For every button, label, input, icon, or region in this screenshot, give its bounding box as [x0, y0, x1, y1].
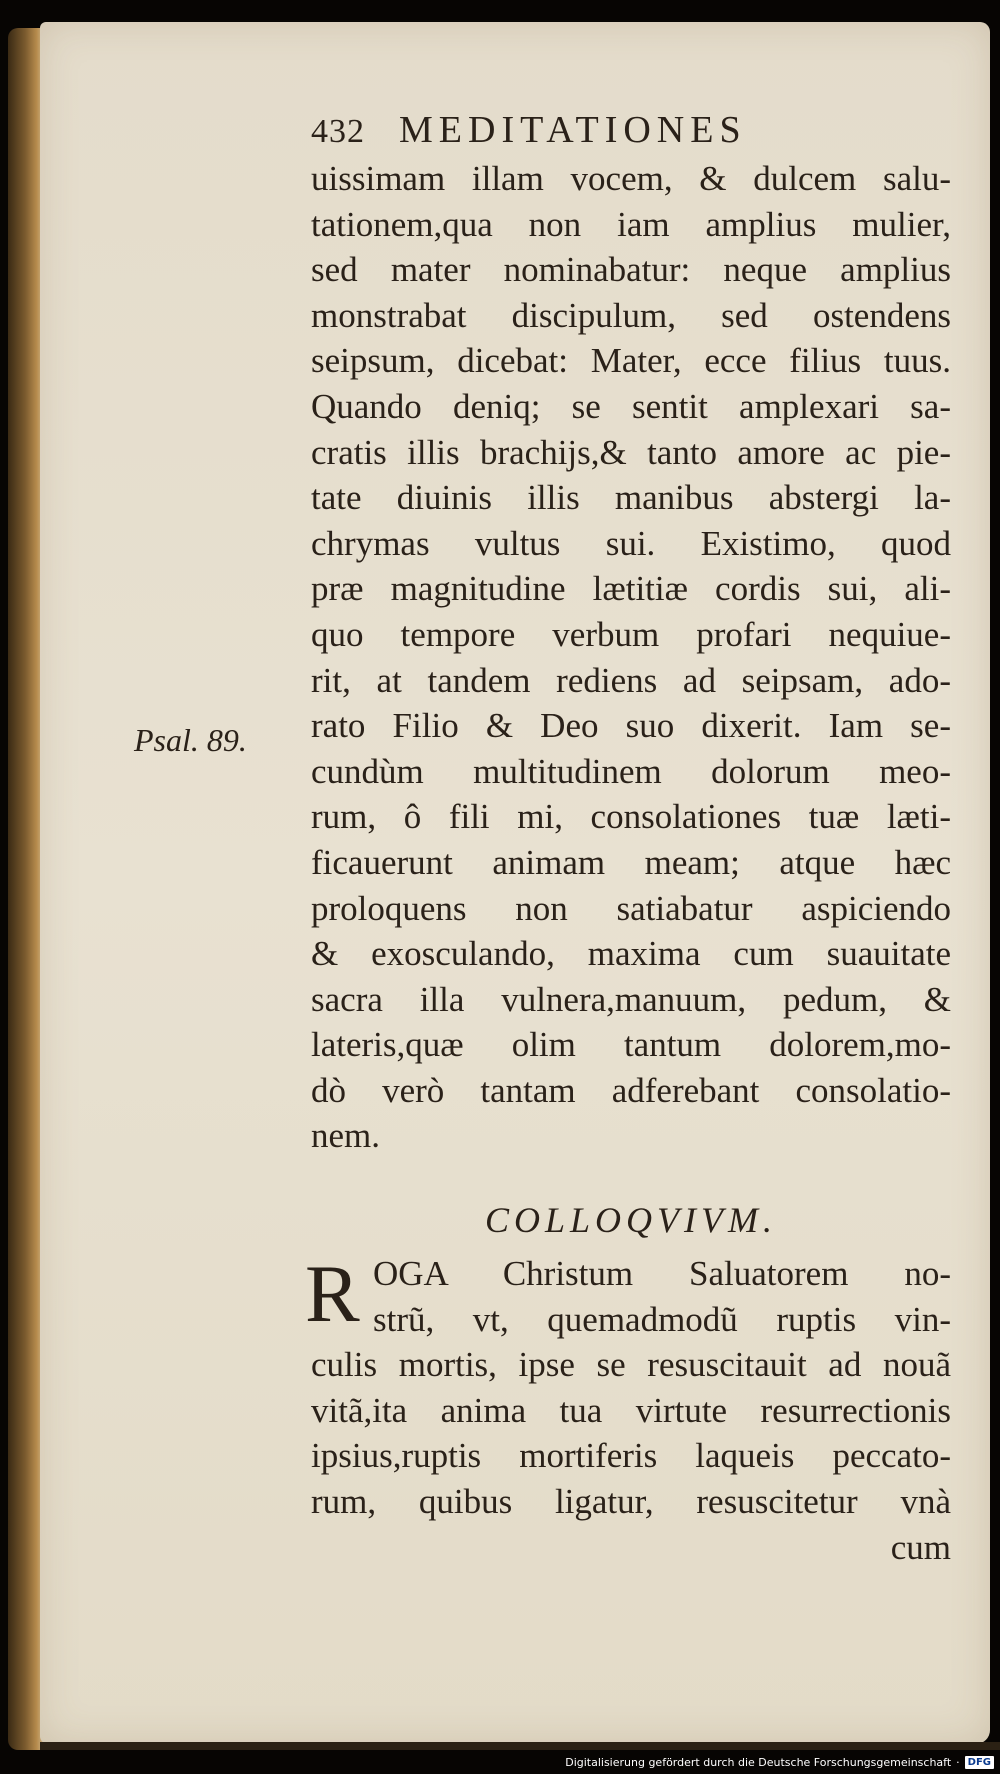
text-line: dò verò tantam adferebant consolatio- — [311, 1070, 951, 1110]
catchword: cum — [890, 1527, 951, 1567]
drop-cap: R — [305, 1248, 360, 1340]
text-line: rum, ô fili mi, consolationes tuæ læti- — [311, 797, 951, 837]
text-line: culis mortis, ipse se resuscitauit ad nouã — [311, 1345, 951, 1385]
text-line: tate diuinis illis manibus abstergi la- — [311, 478, 951, 518]
text-line: Quando deniq; se sentit amplexari sa- — [311, 386, 951, 426]
text-line: uissimam illam vocem, & dulcem salu- — [311, 159, 951, 198]
text-line: præ magnitudine lætitiæ cordis sui, ali- — [311, 569, 951, 609]
text-line: tationem,qua non iam amplius mulier, — [311, 204, 951, 244]
section-heading: COLLOQVIVM. — [484, 1200, 777, 1241]
text-line: monstrabat discipulum, sed ostendens — [311, 295, 951, 335]
page-edge — [40, 1742, 1000, 1750]
text-line: vitã,ita anima tua virtute resurrectionis — [311, 1390, 951, 1430]
page-number: 432 — [311, 113, 365, 150]
text-line: ipsius,ruptis mortiferis laqueis peccato- — [311, 1436, 951, 1476]
dfg-logo-icon: DFG — [965, 1756, 994, 1769]
footer-text: Digitalisierung gefördert durch die Deutsche Forschungsgemeinschaft — [565, 1755, 952, 1769]
text-line: OGA Christum Saluatorem no- — [373, 1254, 951, 1294]
text-line: strũ, vt, quemadmodũ ruptis vin- — [373, 1299, 951, 1339]
digitization-footer — [565, 1753, 994, 1771]
text-line: cundùm multitudinem dolorum meo- — [311, 751, 951, 791]
text-line: seipsum, dicebat: Mater, ecce filius tuus. — [311, 341, 951, 381]
main-paragraph — [311, 156, 951, 1159]
footer-separator: · — [956, 1755, 960, 1769]
text-line: sacra illa vulnera,manuum, pedum, & — [311, 979, 951, 1019]
text-line: chrymas vultus sui. Existimo, quod — [311, 523, 951, 563]
running-head-title: MEDITATIONES — [399, 109, 747, 151]
text-line: & exosculando, maxima cum suauitate — [311, 934, 951, 974]
text-line: rato Filio & Deo suo dixerit. Iam se- — [311, 706, 951, 746]
text-line: ficauerunt animam meam; atque hæc — [311, 842, 951, 882]
text-line: lateris,quæ olim tantum dolorem,mo- — [311, 1025, 951, 1065]
text-line: rum, quibus ligatur, resuscitetur vnà — [311, 1482, 951, 1522]
text-line: quo tempore verbum profari nequiue- — [311, 614, 951, 654]
text-line: nem. — [311, 1116, 381, 1156]
text-line: sed mater nominabatur: neque amplius — [311, 250, 951, 290]
running-head — [311, 108, 951, 156]
text-line: cratis illis brachijs,& tanto amore ac pie- — [311, 432, 951, 472]
text-line: rit, at tandem rediens ad seipsam, ado- — [311, 660, 951, 700]
colloquium-paragraph — [305, 1248, 951, 1570]
text-line: proloquens non satiabatur aspiciendo — [311, 888, 951, 928]
text-block — [305, 108, 951, 1570]
margin-note: Psal. 89. — [134, 722, 247, 758]
